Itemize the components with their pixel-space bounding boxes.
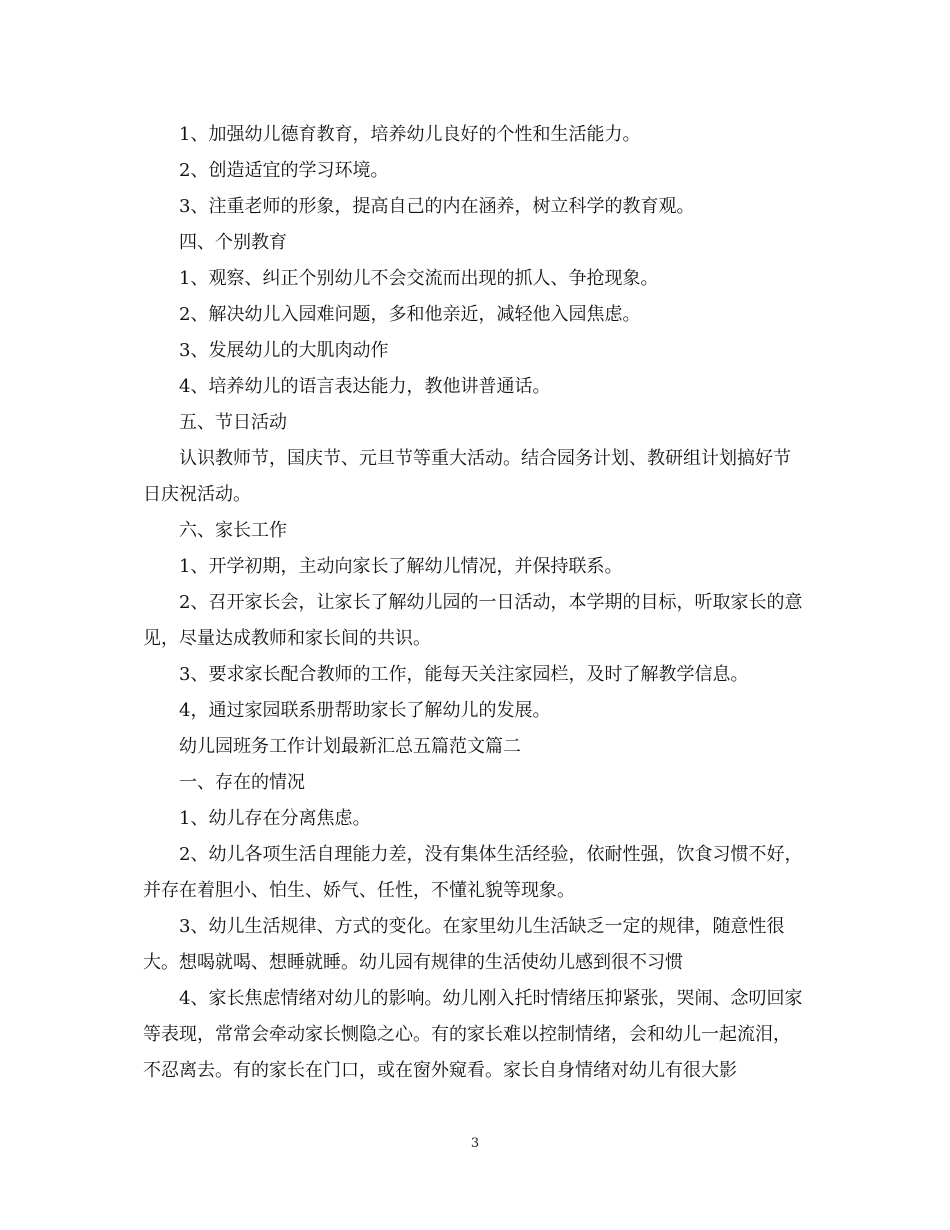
paragraph-learning-environment: 2、创造适宜的学习环境。 [179, 160, 389, 181]
heading-holiday-activities: 五、节日活动 [179, 412, 287, 433]
paragraph-entry-difficulty: 2、解决幼儿入园难问题，多和他亲近，减轻他入园焦虑。 [179, 304, 641, 325]
paragraph-parent-cooperation: 3、要求家长配合教师的工作，能每天关注家园栏，及时了解教学信息。 [179, 664, 749, 685]
paragraph-moral-education: 1、加强幼儿德育教育，培养幼儿良好的个性和生活能力。 [179, 124, 641, 145]
heading-existing-situation: 一、存在的情况 [179, 772, 305, 793]
section-title-part-two: 幼儿园班务工作计划最新汇总五篇范文篇二 [179, 736, 521, 757]
heading-individual-education: 四、个别教育 [179, 232, 287, 253]
paragraph-parent-anxiety: 4、家长焦虑情绪对幼儿的影响。幼儿刚入托时情绪压抑紧张，哭闹、念叨回家等表现，常常会牵动家长恻隐之心。有的家长难以控制情绪，会和幼儿一起流泪，不忍离去。有的家长在门口，或在窗外窥看。家长自身情绪对幼儿有很大影 [143, 988, 803, 1081]
paragraph-language-ability: 4、培养幼儿的语言表达能力，教他讲普通话。 [179, 376, 551, 397]
paragraph-holidays: 认识教师节，国庆节、元旦节等重大活动。结合园务计划、教研组计划搞好节日庆祝活动。 [143, 448, 791, 505]
paragraph-parent-meeting: 2、召开家长会，让家长了解幼儿园的一日活动，本学期的目标，听取家长的意见，尽量达成教师和家长间的共识。 [143, 592, 803, 649]
page-number: 3 [470, 1136, 480, 1151]
paragraph-self-care: 2、幼儿各项生活自理能力差，没有集体生活经验，依耐性强，饮食习惯不好，并存在着胆小、怕生、娇气、任性，不懂礼貌等现象。 [143, 844, 803, 901]
paragraph-teacher-image: 3、注重老师的形象，提高自己的内在涵养，树立科学的教育观。 [179, 196, 695, 217]
paragraph-gross-motor: 3、发展幼儿的大肌肉动作 [179, 340, 389, 361]
paragraph-contact-book: 4，通过家园联系册帮助家长了解幼儿的发展。 [179, 700, 551, 721]
paragraph-contact-parents: 1、开学初期，主动向家长了解幼儿情况，并保持联系。 [179, 556, 623, 577]
paragraph-routine-change: 3、幼儿生活规律、方式的变化。在家里幼儿生活缺乏一定的规律，随意性很大。想喝就喝、想睡就睡。幼儿园有规律的生活使幼儿感到很不习惯 [143, 916, 785, 973]
paragraph-observe-correct: 1、观察、纠正个别幼儿不会交流而出现的抓人、争抢现象。 [179, 268, 659, 289]
heading-parent-work: 六、家长工作 [179, 520, 287, 541]
paragraph-separation-anxiety: 1、幼儿存在分离焦虑。 [179, 808, 371, 829]
document-body [143, 117, 808, 1089]
